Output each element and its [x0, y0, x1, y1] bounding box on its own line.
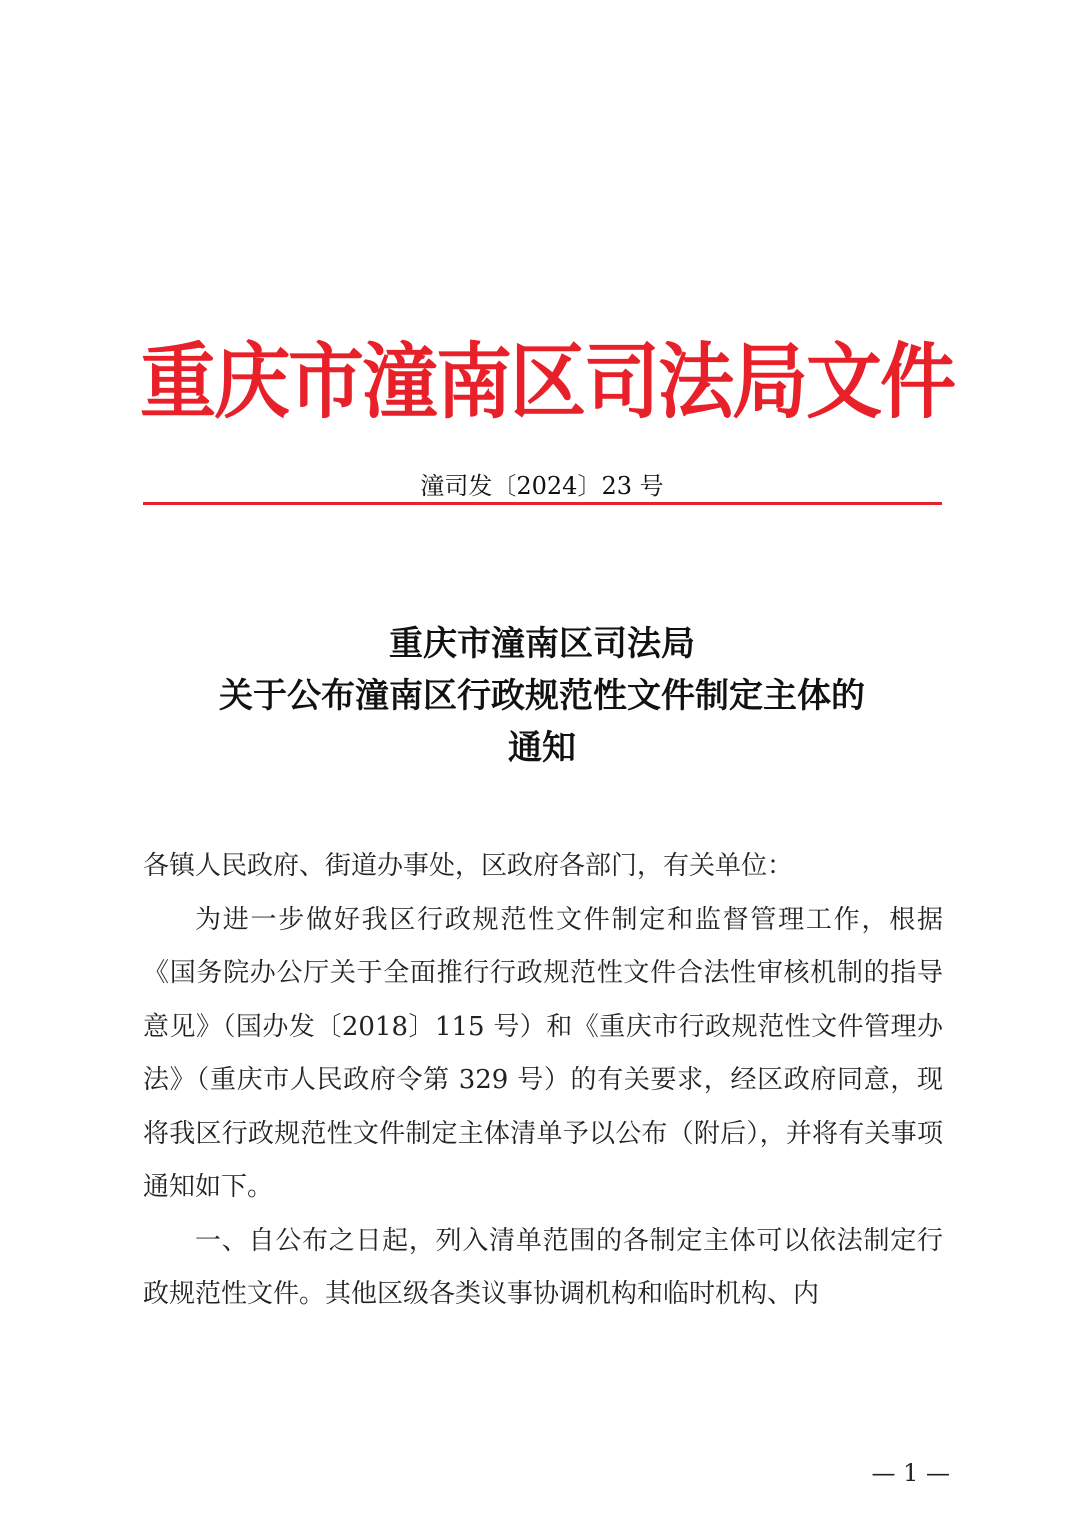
document-title [140, 618, 944, 774]
body-paragraph-2: 一、自公布之日起，列入清单范围的各制定主体可以依法制定行政规范性文件。其他区级各类议事协调机构和临时机构、内 [143, 1225, 943, 1309]
document-title-line-1: 重庆市潼南区司法局 [389, 624, 695, 664]
document-body [143, 840, 943, 1322]
document-title-line-2: 关于公布潼南区行政规范性文件制定主体的 [219, 676, 865, 716]
salutation: 各镇人民政府、街道办事处，区政府各部门，有关单位： [143, 851, 794, 881]
document-number: 潼司发〔2024〕23 号 [420, 472, 664, 500]
body-paragraph-1: 为进一步做好我区行政规范性文件制定和监督管理工作，根据《国务院办公厅关于全面推行行政规范性文件合法性审核机制的指导意见》（国办发〔2018〕115 号）和《重庆市行政规范性文件管理办法》（重庆市人民政府令第 329 号）的有关要求，经区政府同意，现将我区行政规范性文件制定主体清单予以公布（附后），并将有关事项通知如下。 [143, 904, 943, 1202]
document-header-title: 重庆市潼南区司法局文件 [140, 333, 954, 430]
header-red-divider [143, 502, 942, 505]
page-number: — 1 — [871, 1459, 950, 1487]
document-title-line-3: 通知 [508, 728, 576, 768]
